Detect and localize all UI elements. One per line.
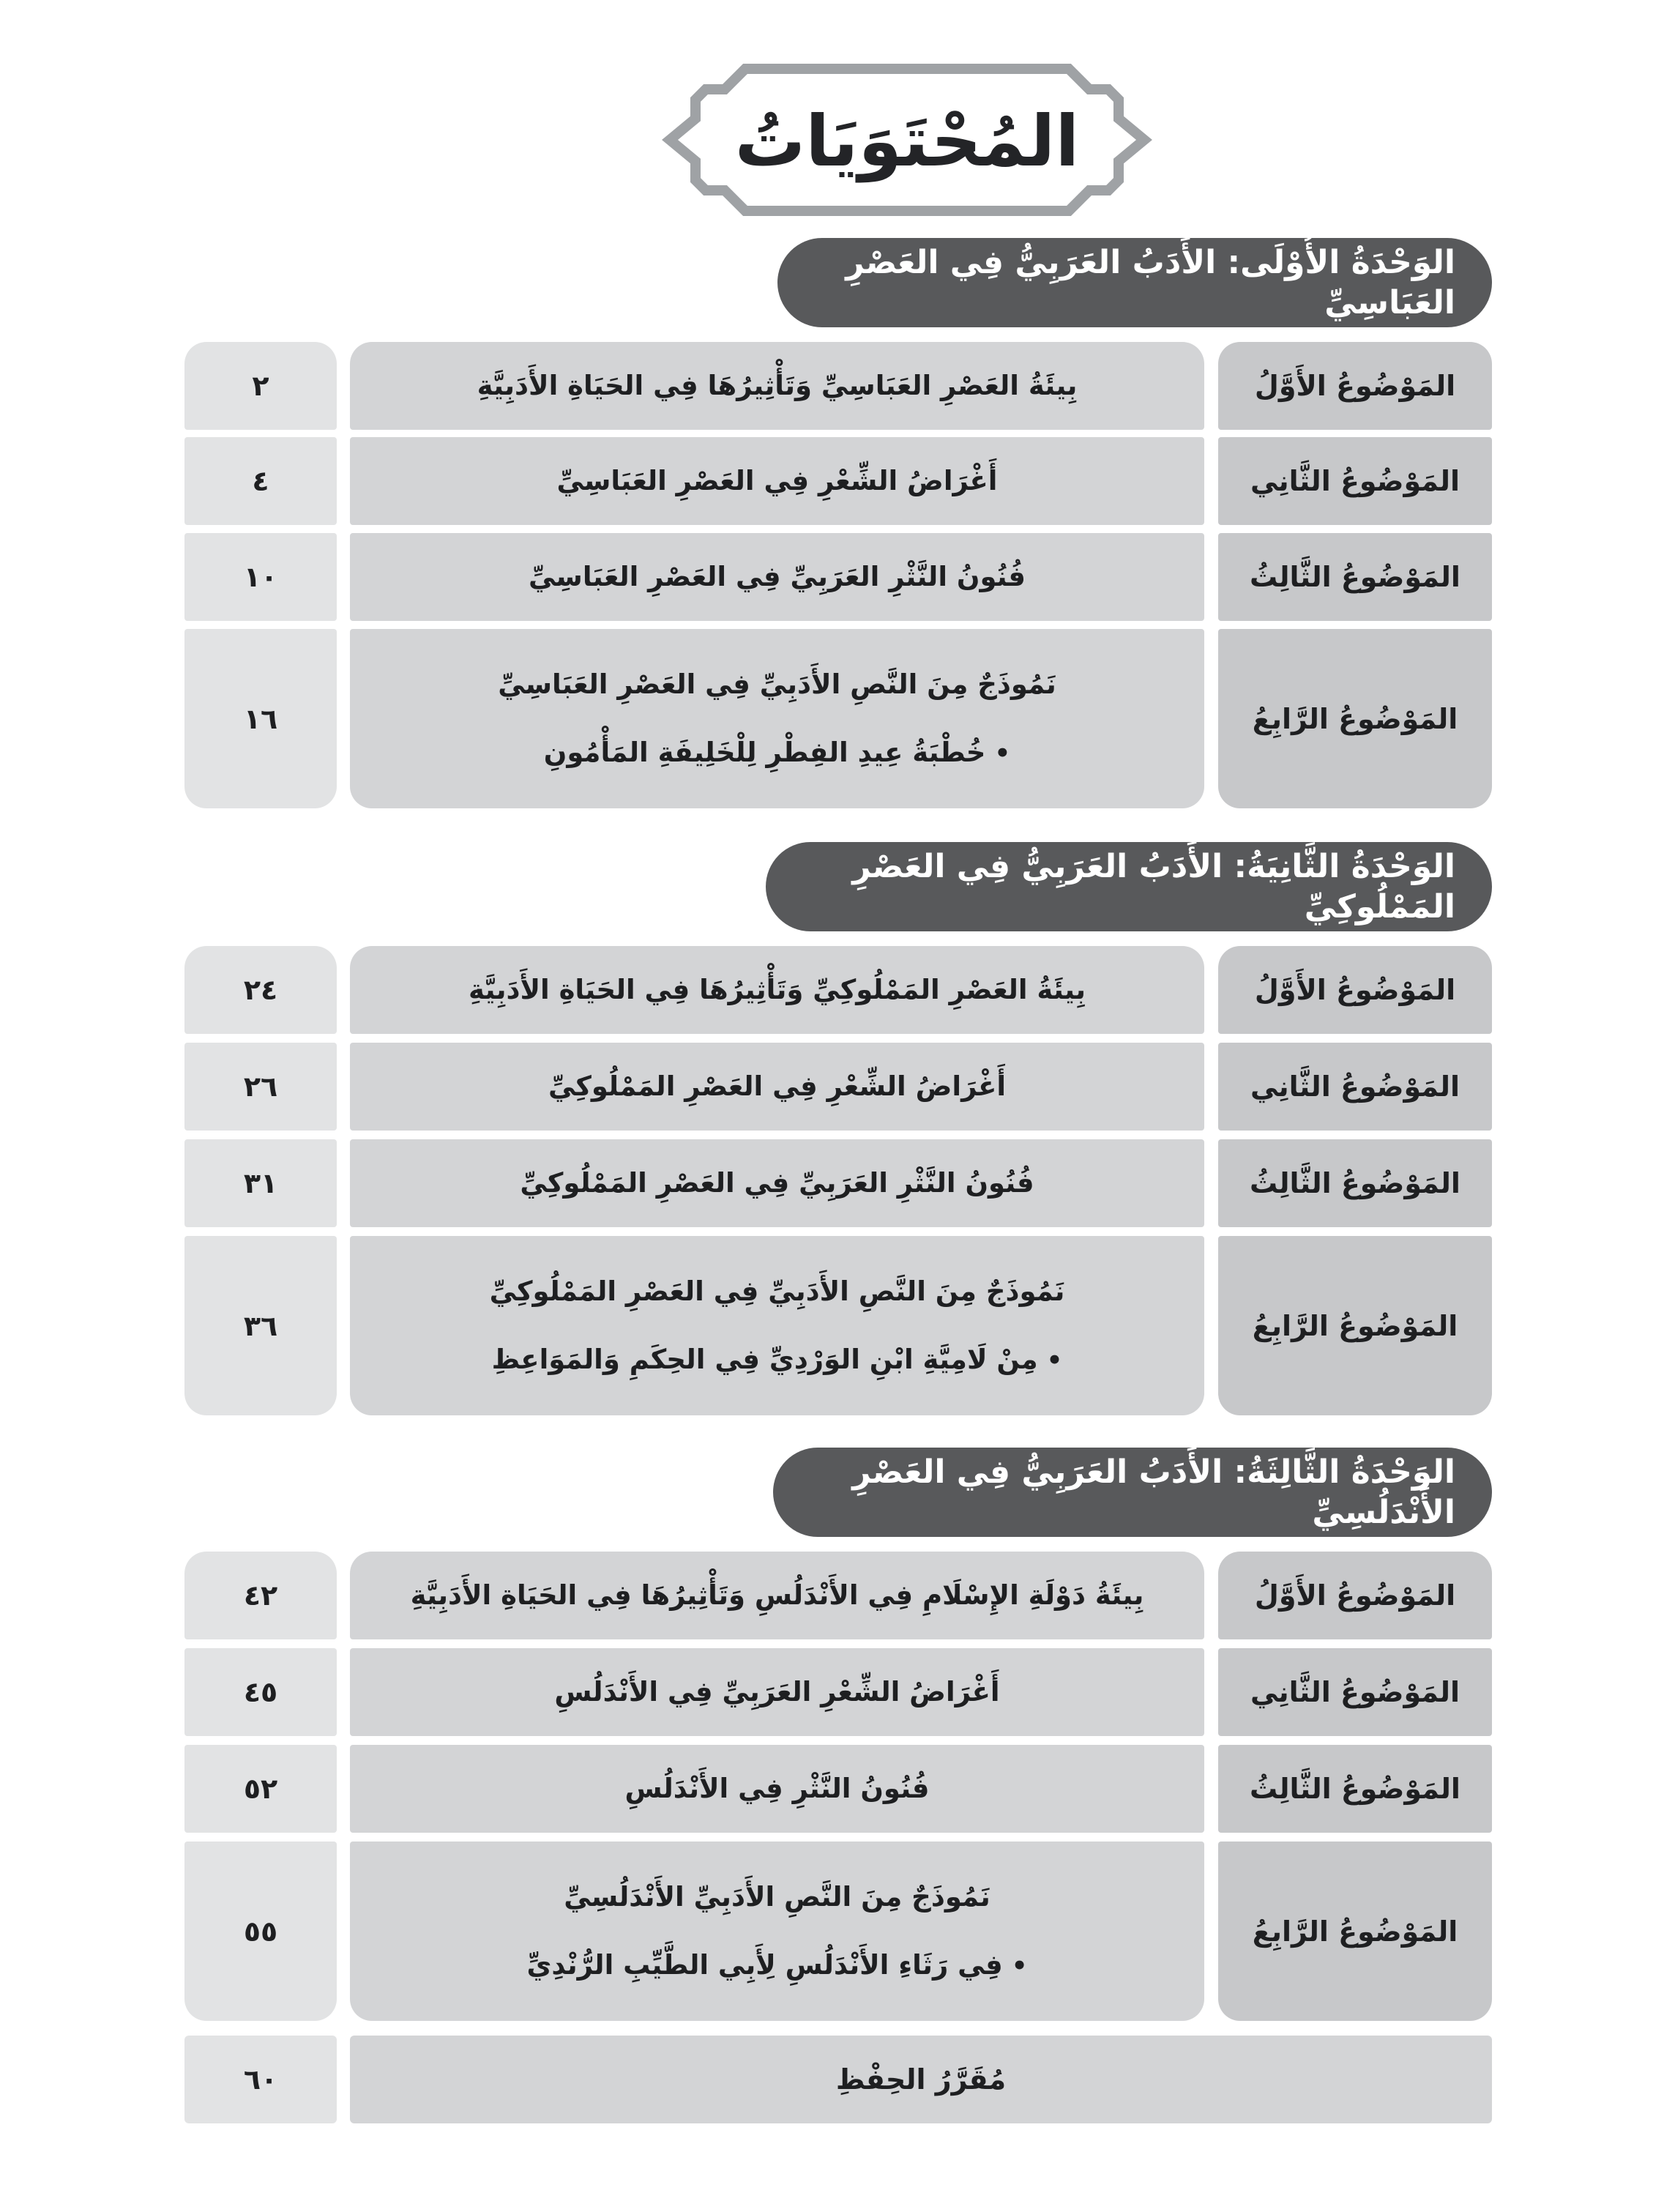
description-cell: مُقَرَّرُ الحِفْظِ — [350, 2036, 1492, 2123]
table-row — [0, 1139, 1664, 1227]
description-cell: فُنُونُ النَّثْرِ فِي الأَنْدَلُسِ — [350, 1745, 1204, 1833]
description-cell — [350, 1236, 1204, 1415]
table-row — [0, 1842, 1664, 2021]
table-row — [0, 437, 1664, 525]
description-main: نَمُوذَجٌ مِنَ النَّصِ الأَدَبِيِّ الأَنْدَلُسِيِّ — [564, 1880, 990, 1913]
description-sub-item — [492, 1336, 1063, 1385]
topic-label-cell: المَوْضُوعُ الرَّابِعُ — [1218, 1236, 1492, 1415]
topic-label-cell: المَوْضُوعُ الثَّانِي — [1218, 1043, 1492, 1131]
description-main: نَمُوذَجٌ مِنَ النَّصِ الأَدَبِيِّ فِي العَصْرِ العَبَاسِيِّ — [498, 668, 1056, 700]
description-cell: أَغْرَاضُ الشِّعْرِ العَرَبِيِّ فِي الأَنْدَلُسِ — [350, 1648, 1204, 1736]
description-cell: بِيئَةُ العَصْرِ المَمْلُوكِيِّ وَتَأْثِيرُهَا فِي الحَيَاةِ الأَدَبِيَّةِ — [350, 946, 1204, 1034]
table-row — [0, 533, 1664, 621]
table-row — [0, 1648, 1664, 1736]
table-row — [0, 342, 1664, 430]
description-cell — [350, 629, 1204, 808]
page-number-cell: ٤ — [184, 437, 337, 525]
page-number-cell: ٢٤ — [184, 946, 337, 1034]
sub-item-text: خُطْبَةُ عِيدِ الفِطْرِ لِلْخَلِيفَةِ المَأْمُونِ — [543, 736, 986, 768]
description-cell — [350, 1842, 1204, 2021]
description-cell: فُنُونُ النَّثْرِ العَرَبِيِّ فِي العَصْرِ المَمْلُوكِيِّ — [350, 1139, 1204, 1227]
description-sub-item — [526, 1941, 1027, 1990]
description-cell: أَغْرَاضُ الشِّعْرِ فِي العَصْرِ المَمْلُوكِيِّ — [350, 1043, 1204, 1131]
bullet-icon: • — [1011, 1951, 1028, 1981]
table-row — [0, 1236, 1664, 1415]
page-number-cell: ٤٥ — [184, 1648, 337, 1736]
table-row — [0, 1043, 1664, 1131]
table-row — [0, 1745, 1664, 1833]
topic-label-cell: المَوْضُوعُ الثَّانِي — [1218, 437, 1492, 525]
description-cell: بِيئَةُ دَوْلَةِ الإِسْلَامِ فِي الأَنْدَلُسِ وَتَأْثِيرُهَا فِي الحَيَاةِ الأَدَبِيَّةِ — [350, 1552, 1204, 1639]
page-number-cell: ٥٢ — [184, 1745, 337, 1833]
unit-2-banner: الوَحْدَةُ الثَّانِيَةُ: الأَدَبُ العَرَبِيُّ فِي العَصْرِ المَمْلُوكِيِّ — [766, 842, 1492, 931]
description-cell: أَغْرَاضُ الشِّعْرِ فِي العَصْرِ العَبَاسِيِّ — [350, 437, 1204, 525]
page-number-cell: ٥٥ — [184, 1842, 337, 2021]
page-number-cell: ٣١ — [184, 1139, 337, 1227]
sub-item-text: مِنْ لَامِيَّةِ ابْنِ الوَرْدِيِّ فِي الحِكَمِ وَالمَوَاعِظِ — [491, 1343, 1038, 1375]
topic-label-cell: المَوْضُوعُ الثَّالِثُ — [1218, 1139, 1492, 1227]
page-title: المُحْتَوَيَاتُ — [734, 100, 1080, 182]
sub-item-text: فِي رَثَاءِ الأَنْدَلُسِ لِأَبِي الطَّيِّبِ الرُّنْدِيِّ — [526, 1948, 1003, 1981]
page-number-cell: ٤٢ — [184, 1552, 337, 1639]
page-number-cell: ٢٦ — [184, 1043, 337, 1131]
page-number-cell: ٦٠ — [184, 2036, 337, 2123]
table-row — [0, 946, 1664, 1034]
page-number-cell: ٣٦ — [184, 1236, 337, 1415]
bullet-icon: • — [994, 738, 1011, 768]
table-row — [0, 629, 1664, 808]
topic-label-cell: المَوْضُوعُ الثَّالِثُ — [1218, 533, 1492, 621]
description-main: نَمُوذَجٌ مِنَ النَّصِ الأَدَبِيِّ فِي العَصْرِ المَمْلُوكِيِّ — [489, 1275, 1065, 1307]
table-row-memorization — [0, 2036, 1664, 2123]
description-cell: فُنُونُ النَّثْرِ العَرَبِيِّ فِي العَصْرِ العَبَاسِيِّ — [350, 533, 1204, 621]
bullet-icon: • — [1046, 1345, 1063, 1375]
topic-label-cell: المَوْضُوعُ الثَّانِي — [1218, 1648, 1492, 1736]
topic-label-cell: المَوْضُوعُ الأَوَّلُ — [1218, 342, 1492, 430]
topic-label-cell: المَوْضُوعُ الرَّابِعُ — [1218, 629, 1492, 808]
topic-label-cell: المَوْضُوعُ الأَوَّلُ — [1218, 946, 1492, 1034]
page-number-cell: ١٦ — [184, 629, 337, 808]
table-row — [0, 1552, 1664, 1639]
topic-label-cell: المَوْضُوعُ الرَّابِعُ — [1218, 1842, 1492, 2021]
topic-label-cell: المَوْضُوعُ الثَّالِثُ — [1218, 1745, 1492, 1833]
unit-3-banner: الوَحْدَةُ الثَّالِثَةُ: الأَدَبُ العَرَبِيُّ فِي العَصْرِ الأَنْدَلُسِيِّ — [773, 1448, 1492, 1537]
page-number-cell: ٢ — [184, 342, 337, 430]
page-number-cell: ١٠ — [184, 533, 337, 621]
description-sub-item — [544, 729, 1010, 778]
description-cell: بِيئَةُ العَصْرِ العَبَاسِيِّ وَتَأْثِيرُهَا فِي الحَيَاةِ الأَدَبِيَّةِ — [350, 342, 1204, 430]
topic-label-cell: المَوْضُوعُ الأَوَّلُ — [1218, 1552, 1492, 1639]
unit-1-banner: الوَحْدَةُ الأُوْلَى: الأَدَبُ العَرَبِيُّ فِي العَصْرِ العَبَاسِيِّ — [777, 238, 1492, 327]
